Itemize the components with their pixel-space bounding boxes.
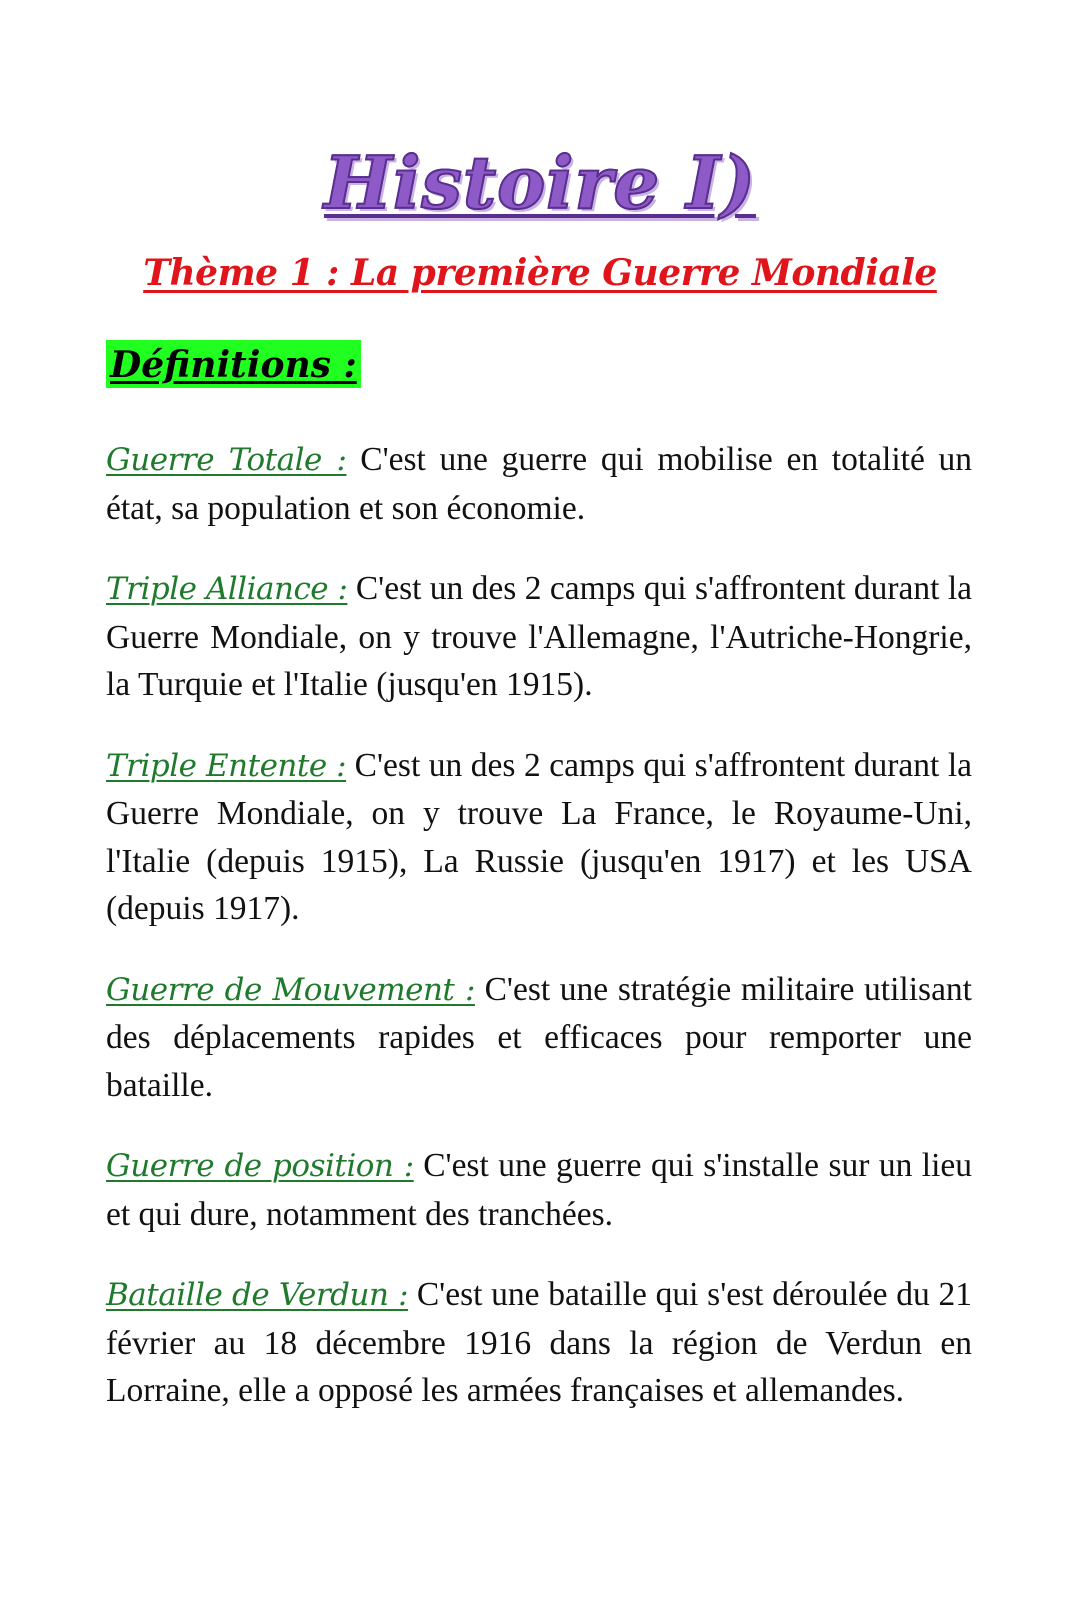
definition-text: C'est un des 2 camps qui s'affrontent durant la Guerre Mondiale, on y trouve La France, le Royaume-Uni, l'Italie (depuis 1915), La Russie (jusqu'en 1917) et les USA (depuis 1917).: [106, 746, 972, 927]
definition-text: C'est une guerre qui mobilise en totalité un état, sa population et son économie.: [106, 441, 973, 527]
definition-term: Triple Entente :: [106, 747, 347, 784]
definition-term: Bataille de Verdun :: [106, 1277, 409, 1313]
definition-text: C'est une guerre qui s'installe sur un lieu et qui dure, notamment des tranchées.: [106, 1147, 973, 1233]
definition-term: Triple Alliance :: [106, 571, 348, 607]
definition-term: Guerre de position :: [106, 1148, 414, 1184]
definition-item: [106, 1142, 972, 1238]
definition-item: [106, 742, 972, 933]
definition-item: [106, 436, 972, 532]
page-title: Histoire I): [323, 140, 757, 225]
definition-item: [106, 966, 972, 1110]
definition-item: [106, 565, 972, 709]
definition-term: Guerre Totale :: [106, 442, 347, 478]
section-heading: Définitions :: [106, 340, 361, 388]
definitions-list: [106, 436, 972, 1448]
definition-text: C'est un des 2 camps qui s'affrontent durant la Guerre Mondiale, on y trouve l'Allemagne, l'Autriche-Hongrie, la Turquie et l'Italie (jusqu'en 1915).: [106, 570, 973, 703]
definition-text: C'est une stratégie militaire utilisant des déplacements rapides et efficaces pour remporter une bataille.: [106, 970, 972, 1104]
definition-item: [106, 1271, 972, 1415]
definition-text: C'est une bataille qui s'est déroulée du 21 février au 18 décembre 1916 dans la région de Verdun en Lorraine, elle a opposé les armées françaises et allemandes.: [106, 1276, 972, 1409]
page-subtitle: Thème 1 : La première Guerre Mondiale: [143, 252, 937, 294]
definition-term: Guerre de Mouvement :: [106, 971, 475, 1008]
